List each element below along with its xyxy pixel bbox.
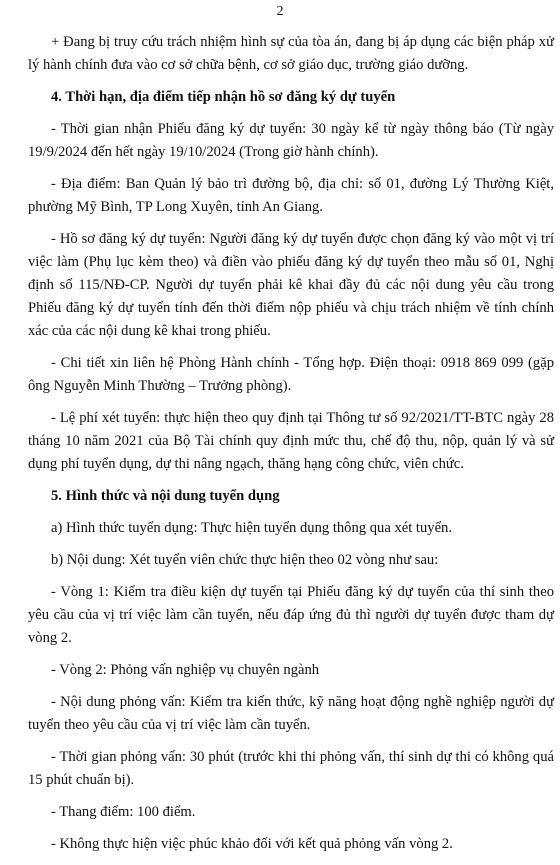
paragraph-round-1: - Vòng 1: Kiểm tra điều kiện dự tuyển tại Phiếu đăng ký dự tuyển của thí sinh theo yêu cầu của vị trí việc làm cần tuyển, nếu đáp ứng đủ thì người dự tuyển được tham dự vòng 2.: [28, 584, 554, 646]
paragraph-round-2: - Vòng 2: Phỏng vấn nghiệp vụ chuyên ngành: [51, 662, 320, 678]
paragraph-interview-content: - Nội dung phỏng vấn: Kiểm tra kiến thức, kỹ năng hoạt động nghề nghiệp người dự tuyển theo yêu cầu của vị trí việc làm cần tuyển.: [28, 694, 554, 733]
page-number: 2: [276, 4, 284, 19]
paragraph-interview-duration: - Thời gian phỏng vấn: 30 phút (trước khi thi phỏng vấn, thí sinh dự thi có không quá 15 phút chuẩn bị).: [28, 749, 554, 788]
section-heading-5: 5. Hình thức và nội dung tuyển dụng: [51, 488, 280, 504]
document-body: [28, 31, 554, 865]
paragraph-contact-info: - Chi tiết xin liên hệ Phòng Hành chính - Tổng hợp. Điện thoại: 0918 869 099 (gặp ông Nguyễn Minh Thường – Trưởng phòng).: [28, 355, 554, 394]
paragraph-fee: - Lệ phí xét tuyển: thực hiện theo quy định tại Thông tư số 92/2021/TT-BTC ngày 28 tháng 10 năm 2021 của Bộ Tài chính quy định mức thu, chế độ thu, nộp, quản lý và sử dụng phí tuyển dụng, dự thi nâng ngạch, thăng hạng công chức, viên chức.: [28, 410, 554, 472]
paragraph-content-rounds: b) Nội dung: Xét tuyển viên chức thực hiện theo 02 vòng như sau:: [51, 552, 439, 568]
paragraph-recruitment-form: a) Hình thức tuyển dụng: Thực hiện tuyển dụng thông qua xét tuyển.: [51, 520, 452, 536]
paragraph-submission-period: - Thời gian nhận Phiếu đăng ký dự tuyển: 30 ngày kể từ ngày thông báo (Từ ngày 19/9/2024 đến hết ngày 19/10/2024 (Trong giờ hành chính).: [28, 121, 554, 160]
paragraph-location: - Địa điểm: Ban Quản lý bảo trì đường bộ, địa chỉ: số 01, đường Lý Thường Kiệt, phường Mỹ Bình, TP Long Xuyên, tỉnh An Giang.: [28, 176, 554, 215]
paragraph-application-dossier: - Hồ sơ đăng ký dự tuyển: Người đăng ký dự tuyển được chọn đăng ký vào một vị trí việc làm (Phụ lục kèm theo) và điền vào phiếu đăng ký dự tuyển theo mẫu số 01, Nghị định số 115/NĐ-CP. Người dự tuyển phải kê khai đầy đủ các nội dung yêu cầu trong Phiếu đăng ký dự tuyển tính đến thời điểm nộp phiếu và chịu trách nhiệm về tính chính xác của các nội dung kê khai trong phiếu.: [28, 231, 554, 339]
paragraph-score-scale: - Thang điểm: 100 điểm.: [51, 804, 196, 820]
paragraph-no-review: - Không thực hiện việc phúc khảo đối với kết quả phỏng vấn vòng 2.: [51, 836, 453, 852]
paragraph-disqualification-conditions: + Đang bị truy cứu trách nhiệm hình sự của tòa án, đang bị áp dụng các biện pháp xử lý hành chính đưa vào cơ sở chữa bệnh, cơ sở giáo dục, trường giáo dưỡng.: [28, 34, 554, 73]
section-heading-4: 4. Thời hạn, địa điểm tiếp nhận hồ sơ đăng ký dự tuyển: [51, 89, 396, 105]
